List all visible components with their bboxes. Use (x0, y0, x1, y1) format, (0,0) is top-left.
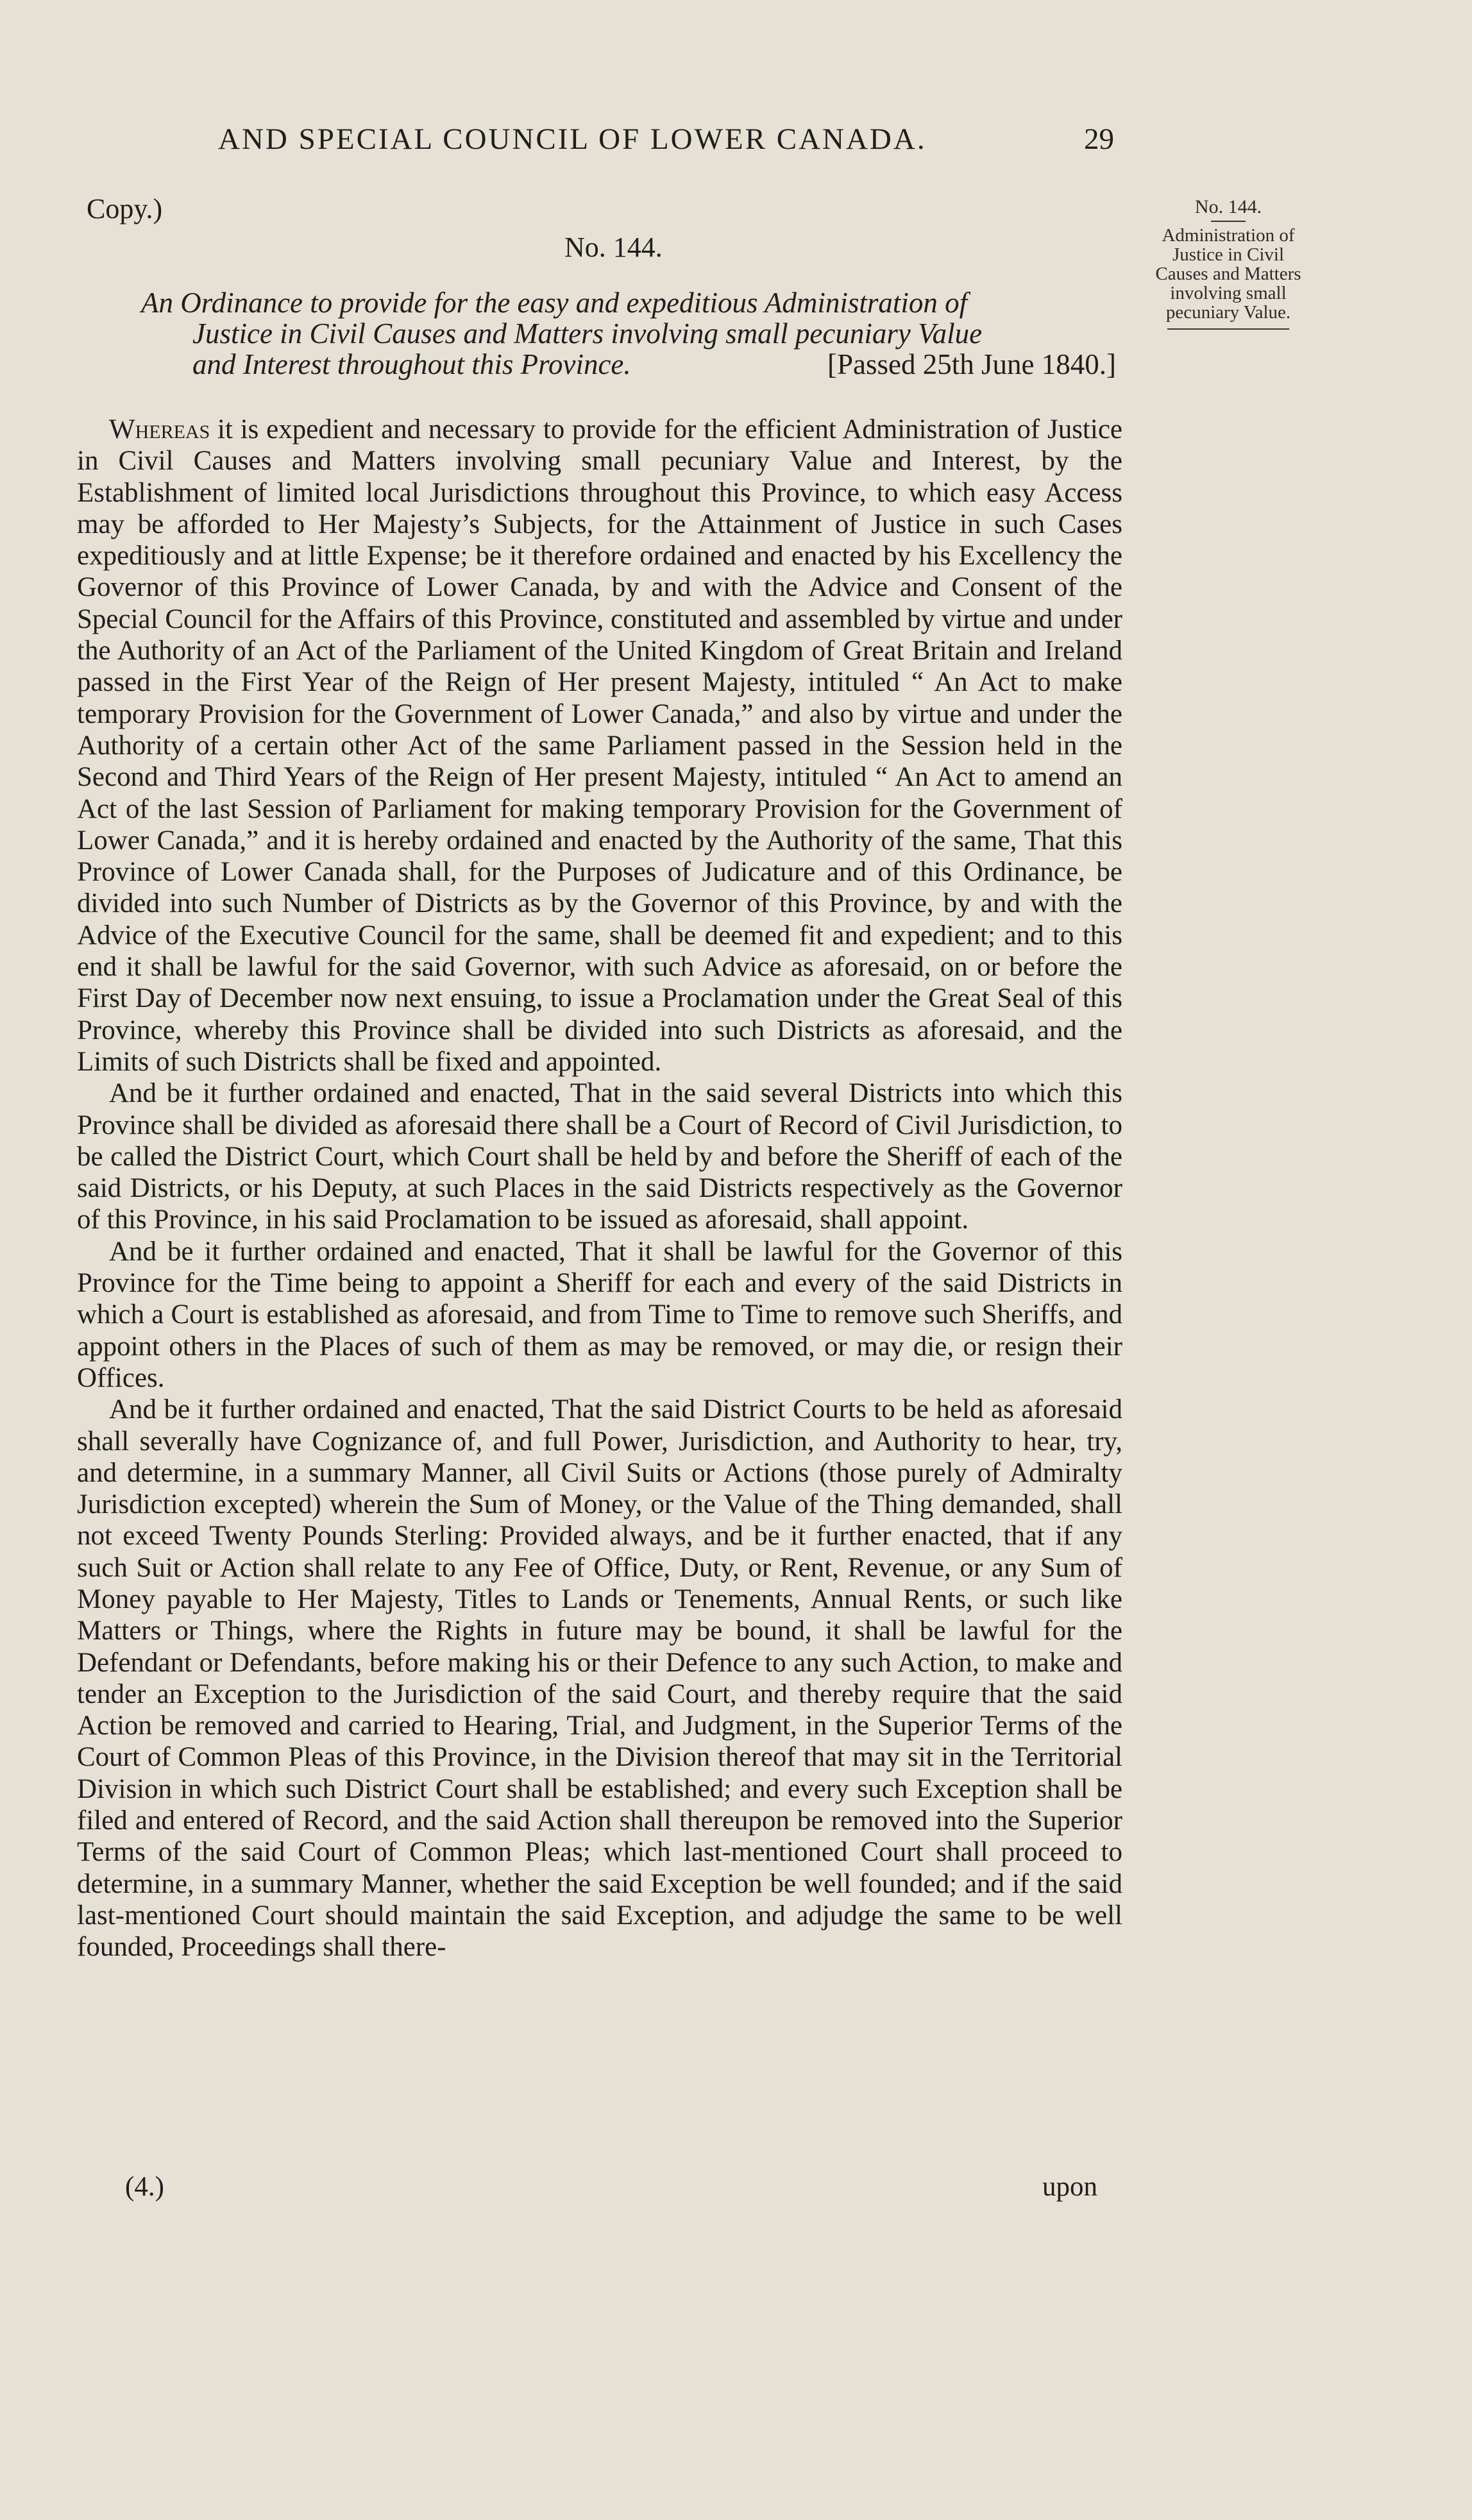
paragraph-district-court: And be it further ordained and enacted, That in the said several Districts into which this Province shall be divided as aforesaid there shall be a Court of Record of Civil Jurisdiction, to be called the District Court, which Court shall be held by and before the Sheriff of each of the said Districts, or his Deputy, at such Places in the said Districts respectively as the Governor of this Province, in his said Proclamation to be issued as aforesaid, shall appoint. (77, 1078, 1122, 1235)
paragraph-sheriff: And be it further ordained and enacted, That it shall be lawful for the Governor of this Province for the Time being to appoint a Sheriff for each and every of the said Districts in which a Court is established as aforesaid, and from Time to Time to remove such Sheriffs, and appoint others in the Places of such of them as may be removed, or may die, or resign their Offices. (77, 1236, 1122, 1393)
margin-note-line: involving small (1170, 283, 1287, 303)
paragraph-jurisdiction: And be it further ordained and enacted, That the said District Courts to be held as aforesaid shall severally have Cognizance of, and full Power, Jurisdiction, and Authority to hear, try, and determine, in a summary Manner, all Civil Suits or Actions (those purely of Admiralty Jurisdiction excepted) wherein the Sum of Money, or the Value of the Thing demanded, shall not exceed Twenty Pounds Sterling: Provided always, and be it further enacted, that if any such Suit or Action shall relate to any Fee of Office, Duty, or Rent, Revenue, or any Sum of Money payable to Her Majesty, Titles to Lands or Tenements, Annual Rents, or such like Matters or Things, where the Rights in future may be bound, it shall be lawful for the Defendant or Defendants, before making his or their Defence to any such Action, to make and tender an Exception to the Jurisdiction of the said Court, and thereby require that the said Action be removed and carried to Hearing, Trial, and Judgment, in the Superior Terms of the Court of Common Pleas of this Province, in the Division thereof that may sit in the Territorial Division in which such District Court shall be established; and every such Exception shall be filed and entered of Record, and the said Action shall thereupon be removed into the Superior Terms of the said Court of Common Pleas; which last-mentioned Court shall proceed to determine, in a summary Manner, whether the said Exception be well founded; and if the said last-mentioned Court should maintain the said Exception, and adjudge the same to be well founded, Proceedings shall there- (77, 1394, 1122, 1963)
margin-note-line: Causes and Matters (1155, 264, 1301, 284)
ordinance-number: No. 144. (564, 232, 663, 263)
margin-note-line: Administration of (1162, 225, 1295, 246)
signature-mark: (4.) (125, 2172, 164, 2202)
margin-note-line: Justice in Civil (1172, 244, 1284, 265)
paragraph-text: it is expedient and necessary to provide for the efficient Administration of Justice in Civil Causes and Matters involving small pecuniary Value and Interest, by the Establishment of limited local Jurisdictions throughout this Province, to which easy Access may be afforded to Her Majesty’s Subjects, for the Attainment of Justice in such Cases expeditiously and at little Expense; be it therefore ordained and enacted by his Excellency the Governor of this Province of Lower Canada, by and with the Advice and Consent of the Special Council for the Affairs of this Province, constituted and assembled by virtue and under the Authority of an Act of the Parliament of the United Kingdom of Great Britain and Ireland passed in the First Year of the Reign of Her present Majesty, intituled “ An Act to make temporary Provision for the Government of Lower Canada,” and also by virtue and under the Authority of a certain other Act of the same Parliament passed in the Session held in the Second and Third Years of the Reign of Her present Majesty, intituled “ An Act to amend an Act of the last Session of Parliament for making temporary Provision for the Government of Lower Canada,” and it is hereby ordained and enacted by the Authority of the same, That this Province of Lower Canada shall, for the Purposes of Judicature and of this Ordinance, be divided into such Number of Districts as by the Governor of this Province, by and with the Advice of the Executive Council for the same, shall be deemed fit and expedient; and to this end it shall be lawful for the said Governor, with such Advice as aforesaid, on or before the First Day of December now next ensuing, to issue a Proclamation under the Great Seal of this Province, whereby this Province shall be divided into such Districts as aforesaid, and the Limits of such Districts shall be fixed and appointed. (77, 414, 1122, 1077)
margin-note-line: pecuniary Value. (1165, 302, 1291, 323)
title-line-3 (141, 349, 1116, 380)
margin-note (1126, 198, 1331, 330)
page-number: 29 (1084, 123, 1114, 156)
whereas-lead: Whereas (109, 414, 210, 444)
ordinance-body (77, 414, 1122, 1963)
paragraph-preamble (77, 414, 1122, 1078)
copy-label: Copy.) (87, 193, 163, 224)
title-line-1: An Ordinance to provide for the easy and expeditious Administration of (141, 287, 968, 319)
margin-note-number: No. 144. (1194, 196, 1262, 217)
margin-rule-long (1167, 328, 1289, 330)
catchword: upon (1042, 2172, 1097, 2202)
running-head: AND SPECIAL COUNCIL OF LOWER CANADA. (218, 123, 927, 156)
ordinance-title (141, 287, 1116, 380)
margin-rule-short (1211, 221, 1246, 222)
title-line-2: Justice in Civil Causes and Matters involving small pecuniary Value (192, 317, 983, 350)
passed-date: [Passed 25th June 1840.] (827, 348, 1116, 380)
title-line-3-text: and Interest throughout this Province. (192, 348, 631, 380)
